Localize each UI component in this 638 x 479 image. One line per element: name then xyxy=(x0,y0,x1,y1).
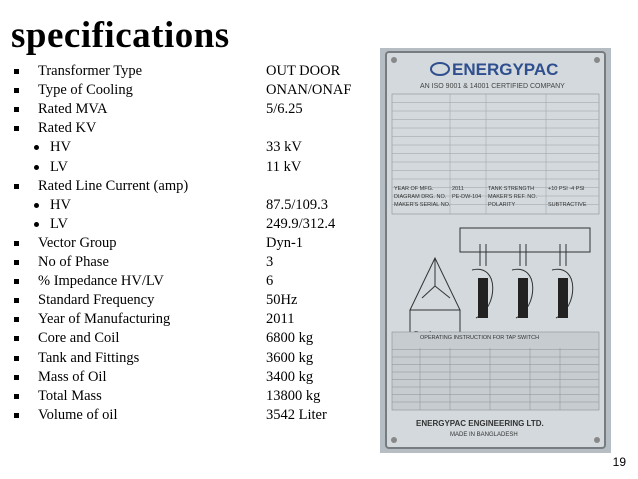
spec-label: % Impedance HV/LV xyxy=(38,273,164,290)
plate-row-left-0: YEAR OF MFG. xyxy=(394,186,434,192)
plate-row-right-val-0: +10 PSI -4 PSI xyxy=(548,186,585,192)
bullet-icon xyxy=(14,336,19,341)
spec-row xyxy=(0,100,370,119)
spec-row xyxy=(0,310,370,329)
spec-row xyxy=(0,272,370,291)
tap-instruction: OPERATING INSTRUCTION FOR TAP SWITCH xyxy=(420,335,540,341)
spec-row xyxy=(0,158,370,177)
spec-label: Volume of oil xyxy=(38,406,118,423)
spec-label: LV xyxy=(50,158,68,175)
spec-value: 6800 kg xyxy=(266,330,314,347)
spec-label: Core and Coil xyxy=(38,330,120,347)
spec-row xyxy=(0,177,370,196)
plate-row-left-2: MAKER'S SERIAL NO. xyxy=(394,202,451,208)
spec-row xyxy=(0,368,370,387)
sub-bullet-icon xyxy=(34,222,39,227)
slide-title: specifications xyxy=(11,15,230,56)
sub-bullet-icon xyxy=(34,165,39,170)
spec-label: LV xyxy=(50,215,68,232)
nameplate-image xyxy=(380,48,611,453)
spec-row xyxy=(0,291,370,310)
plate-manufacturer: ENERGYPAC ENGINEERING LTD. xyxy=(416,419,544,428)
spec-value: 87.5/109.3 xyxy=(266,196,329,213)
spec-row xyxy=(0,138,370,157)
spec-value: OUT DOOR xyxy=(266,63,341,79)
spec-value: 249.9/312.4 xyxy=(266,215,336,232)
bullet-icon xyxy=(14,394,19,399)
spec-label: Year of Manufacturing xyxy=(38,311,171,328)
spec-label: Tank and Fittings xyxy=(38,349,140,366)
spec-value: 3400 kg xyxy=(266,368,314,385)
bullet-icon xyxy=(14,69,19,74)
spec-label: Rated KV xyxy=(38,120,97,137)
spec-value: 13800 kg xyxy=(266,387,321,404)
sub-bullet-icon xyxy=(34,203,39,208)
spec-row xyxy=(0,349,370,368)
spec-row xyxy=(0,387,370,406)
plate-row-left-1: DIAGRAM DRG. NO. xyxy=(394,194,447,200)
plate-row-left-val-1: PE-DW-104 xyxy=(452,194,482,200)
bullet-icon xyxy=(14,413,19,418)
spec-row xyxy=(0,234,370,253)
spec-value: 5/6.25 xyxy=(266,101,303,118)
bullet-icon xyxy=(14,126,19,131)
plate-row-right-val-2: SUBTRACTIVE xyxy=(548,202,587,208)
bullet-icon xyxy=(14,375,19,380)
page-number: 19 xyxy=(612,455,626,469)
spec-value: Dyn-1 xyxy=(266,234,304,251)
spec-value: 6 xyxy=(266,273,274,290)
spec-row xyxy=(0,253,370,272)
spec-row xyxy=(0,406,370,425)
spec-row xyxy=(0,81,370,100)
spec-label: Rated MVA xyxy=(38,101,108,118)
spec-label: No of Phase xyxy=(38,254,109,270)
bullet-icon xyxy=(14,356,19,361)
sub-bullet-icon xyxy=(34,145,39,150)
spec-label: Type of Cooling xyxy=(38,82,133,99)
spec-label: Rated Line Current (amp) xyxy=(38,177,189,194)
spec-row xyxy=(0,329,370,348)
plate-made-in: MADE IN BANGLADESH xyxy=(450,432,518,438)
bullet-icon xyxy=(14,107,19,112)
spec-label: Standard Frequency xyxy=(38,292,155,309)
bullet-icon xyxy=(14,317,19,322)
spec-row xyxy=(0,119,370,138)
spec-label: Mass of Oil xyxy=(38,368,107,385)
nameplate-brand: ENERGYPAC xyxy=(452,60,559,79)
bullet-icon xyxy=(14,298,19,303)
plate-row-right-2: POLARITY xyxy=(488,202,516,208)
spec-value: 33 kV xyxy=(266,139,302,156)
bullet-icon xyxy=(14,88,19,93)
spec-value: 3 xyxy=(266,254,274,270)
nameplate-certification: AN ISO 9001 & 14001 CERTIFIED COMPANY xyxy=(420,83,565,90)
plate-row-right-0: TANK STRENGTH xyxy=(488,186,535,192)
plate-row-right-1: MAKER'S REF. NO. xyxy=(488,194,538,200)
nameplate-photo xyxy=(380,48,611,453)
spec-value: ONAN/ONAF xyxy=(266,82,352,99)
spec-label: Total Mass xyxy=(38,387,102,404)
spec-label: Vector Group xyxy=(38,234,117,251)
plate-row-left-val-0: 2011 xyxy=(452,186,464,192)
spec-value: 3600 kg xyxy=(266,349,314,366)
spec-row xyxy=(0,62,370,81)
spec-label: Transformer Type xyxy=(38,63,143,79)
bullet-icon xyxy=(14,260,19,265)
spec-row xyxy=(0,196,370,215)
spec-value: 2011 xyxy=(266,311,295,328)
spec-label: HV xyxy=(50,139,71,156)
spec-value: 3542 Liter xyxy=(266,406,327,423)
spec-label: HV xyxy=(50,196,71,213)
spec-value: 50Hz xyxy=(266,292,298,309)
bullet-icon xyxy=(14,241,19,246)
bullet-icon xyxy=(14,184,19,189)
spec-row xyxy=(0,215,370,234)
bullet-icon xyxy=(14,279,19,284)
spec-value: 11 kV xyxy=(266,158,302,175)
